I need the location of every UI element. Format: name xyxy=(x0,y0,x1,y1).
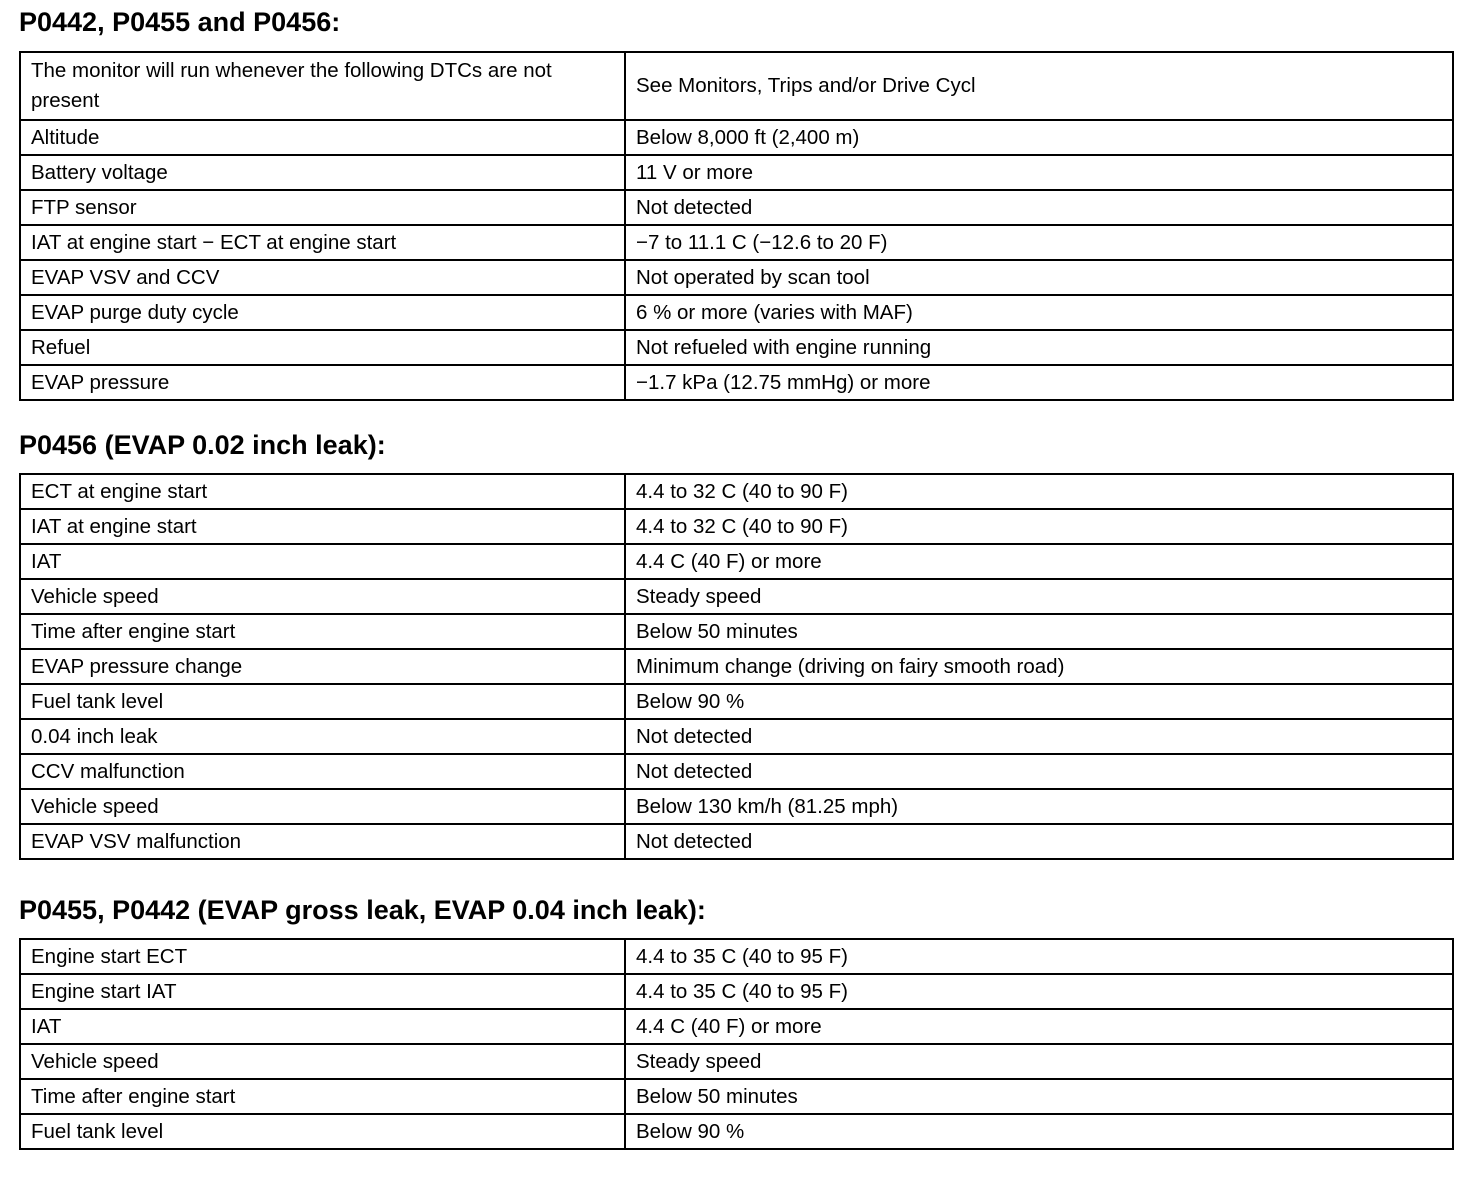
table-row xyxy=(20,649,1453,684)
condition-value: Below 90 % xyxy=(625,1114,1453,1149)
condition-value: Not operated by scan tool xyxy=(625,260,1453,295)
condition-value: −7 to 11.1 C (−12.6 to 20 F) xyxy=(625,225,1453,260)
table-row xyxy=(20,295,1453,330)
condition-value: Not refueled with engine running xyxy=(625,330,1453,365)
condition-value: 11 V or more xyxy=(625,155,1453,190)
condition-label: Vehicle speed xyxy=(20,579,625,614)
table-row xyxy=(20,330,1453,365)
condition-label: EVAP pressure change xyxy=(20,649,625,684)
condition-label: CCV malfunction xyxy=(20,754,625,789)
condition-label: Refuel xyxy=(20,330,625,365)
table-row xyxy=(20,824,1453,859)
section-title: P0456 (EVAP 0.02 inch leak): xyxy=(19,430,386,460)
condition-label: EVAP purge duty cycle xyxy=(20,295,625,330)
condition-label: EVAP pressure xyxy=(20,365,625,400)
condition-label: IAT xyxy=(20,544,625,579)
condition-value: 4.4 C (40 F) or more xyxy=(625,544,1453,579)
table-row xyxy=(20,974,1453,1009)
conditions-table xyxy=(19,51,1454,401)
section-title: P0455, P0442 (EVAP gross leak, EVAP 0.04 inch leak): xyxy=(19,895,706,925)
condition-value: −1.7 kPa (12.75 mmHg) or more xyxy=(625,365,1453,400)
condition-value: Below 90 % xyxy=(625,684,1453,719)
table-row xyxy=(20,939,1453,974)
table-row xyxy=(20,155,1453,190)
condition-label: Vehicle speed xyxy=(20,1044,625,1079)
condition-value: 6 % or more (varies with MAF) xyxy=(625,295,1453,330)
condition-label: The monitor will run whenever the following DTCs are not present xyxy=(20,52,625,120)
condition-value: Below 8,000 ft (2,400 m) xyxy=(625,120,1453,155)
table-row xyxy=(20,120,1453,155)
condition-label: 0.04 inch leak xyxy=(20,719,625,754)
table-row xyxy=(20,225,1453,260)
table-row xyxy=(20,52,1453,120)
condition-label: Time after engine start xyxy=(20,1079,625,1114)
condition-value: Not detected xyxy=(625,824,1453,859)
condition-label: EVAP VSV malfunction xyxy=(20,824,625,859)
table-row xyxy=(20,754,1453,789)
conditions-table xyxy=(19,938,1454,1150)
condition-label: Vehicle speed xyxy=(20,789,625,824)
condition-value: Below 50 minutes xyxy=(625,1079,1453,1114)
table-row xyxy=(20,544,1453,579)
condition-value: 4.4 to 32 C (40 to 90 F) xyxy=(625,474,1453,509)
table-row xyxy=(20,1009,1453,1044)
table-row xyxy=(20,1114,1453,1149)
table-row xyxy=(20,614,1453,649)
condition-label: Fuel tank level xyxy=(20,684,625,719)
condition-label: ECT at engine start xyxy=(20,474,625,509)
condition-value: See Monitors, Trips and/or Drive Cycl xyxy=(625,52,1453,120)
condition-label: Engine start ECT xyxy=(20,939,625,974)
condition-label: Battery voltage xyxy=(20,155,625,190)
condition-value: Minimum change (driving on fairy smooth road) xyxy=(625,649,1453,684)
condition-label: EVAP VSV and CCV xyxy=(20,260,625,295)
condition-value: Below 130 km/h (81.25 mph) xyxy=(625,789,1453,824)
table-row xyxy=(20,579,1453,614)
condition-label: Time after engine start xyxy=(20,614,625,649)
table-row xyxy=(20,684,1453,719)
condition-value: Not detected xyxy=(625,754,1453,789)
condition-value: 4.4 to 35 C (40 to 95 F) xyxy=(625,974,1453,1009)
table-row xyxy=(20,474,1453,509)
table-row xyxy=(20,719,1453,754)
condition-value: 4.4 to 32 C (40 to 90 F) xyxy=(625,509,1453,544)
condition-value: 4.4 to 35 C (40 to 95 F) xyxy=(625,939,1453,974)
condition-value: Not detected xyxy=(625,190,1453,225)
condition-value: 4.4 C (40 F) or more xyxy=(625,1009,1453,1044)
condition-value: Steady speed xyxy=(625,579,1453,614)
condition-label: IAT xyxy=(20,1009,625,1044)
condition-label: IAT at engine start − ECT at engine start xyxy=(20,225,625,260)
table-row xyxy=(20,1044,1453,1079)
condition-value: Steady speed xyxy=(625,1044,1453,1079)
table-row xyxy=(20,365,1453,400)
condition-value: Not detected xyxy=(625,719,1453,754)
condition-label: IAT at engine start xyxy=(20,509,625,544)
condition-label: Altitude xyxy=(20,120,625,155)
table-row xyxy=(20,509,1453,544)
conditions-table xyxy=(19,473,1454,860)
table-row xyxy=(20,1079,1453,1114)
condition-value: Below 50 minutes xyxy=(625,614,1453,649)
table-row xyxy=(20,190,1453,225)
section-title: P0442, P0455 and P0456: xyxy=(19,7,341,37)
table-row xyxy=(20,260,1453,295)
table-row xyxy=(20,789,1453,824)
condition-label: Engine start IAT xyxy=(20,974,625,1009)
condition-label: FTP sensor xyxy=(20,190,625,225)
condition-label: Fuel tank level xyxy=(20,1114,625,1149)
